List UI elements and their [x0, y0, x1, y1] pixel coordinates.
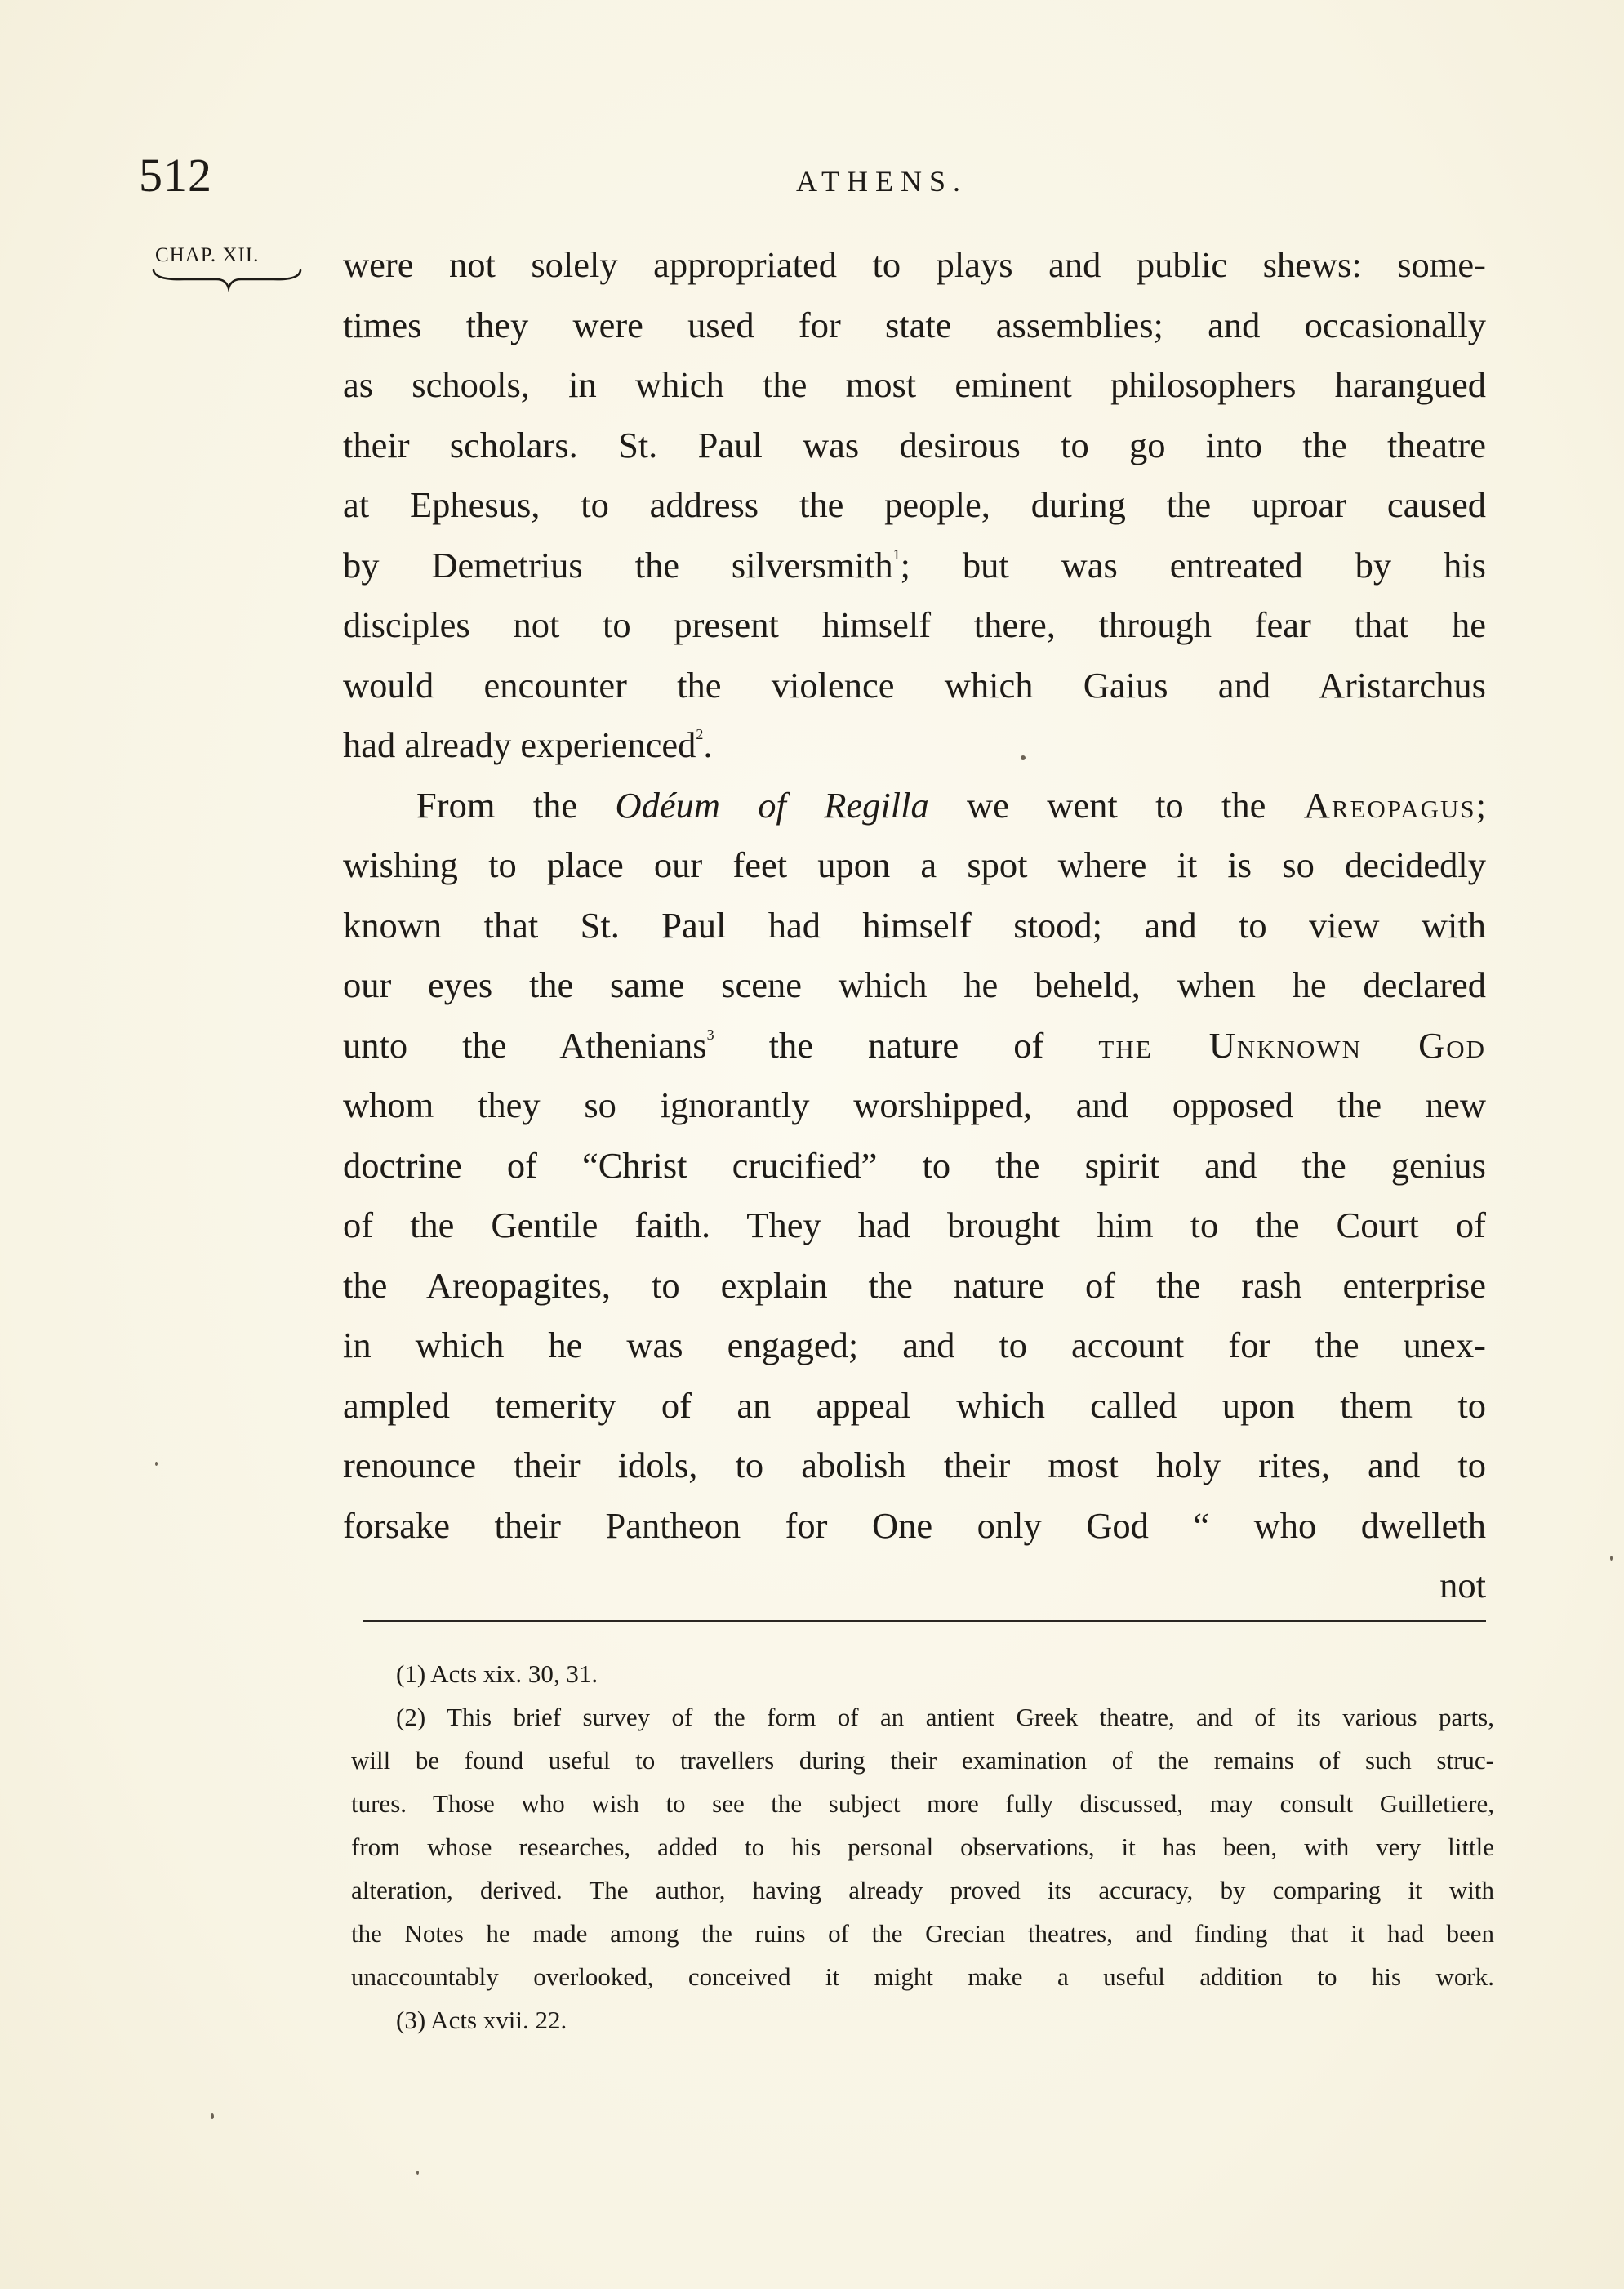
- body-line: forsake their Pantheon for One only God “ who dwelleth: [343, 1504, 1486, 1546]
- running-head: ATHENS.: [796, 165, 968, 198]
- line-text: From the: [416, 784, 616, 826]
- paragraph-start-line: [343, 776, 1486, 836]
- footnote-2-line: tures. Those who wish to see the subject more fully discussed, may consult Guilletiere,: [351, 1789, 1494, 1818]
- paper-speck: [416, 2171, 419, 2175]
- body-line: [343, 1016, 1486, 1076]
- footnote-ref: 3: [706, 1026, 714, 1043]
- body-line: their scholars. St. Paul was desirous to go into the theatre: [343, 424, 1486, 465]
- footnote-ref: 1: [892, 546, 901, 563]
- body-line: disciples not to present himself there, through fear that he: [343, 604, 1486, 645]
- footnote-2-line: the Notes he made among the ruins of the Grecian theatres, and finding that it had been: [351, 1919, 1494, 1948]
- line-text: the nature of: [714, 1024, 1099, 1066]
- body-line: whom they so ignorantly worshipped, and opposed the new: [343, 1084, 1486, 1125]
- chapter-marker: [151, 245, 306, 293]
- body-line: in which he was engaged; and to account for the unex-: [343, 1325, 1486, 1365]
- line-text: unto the Athenians: [343, 1024, 707, 1066]
- body-line: [343, 715, 1486, 776]
- line-text: .: [703, 724, 713, 765]
- body-line: as schools, in which the most eminent philosophers harangued: [343, 364, 1486, 405]
- smallcaps-place-name: Areopagus: [1303, 784, 1476, 826]
- body-line: of the Gentile faith. They had brought him to the Court of: [343, 1205, 1486, 1245]
- paper-speck: [1021, 755, 1026, 760]
- line-text: we went to the: [928, 784, 1304, 826]
- body-line: known that St. Paul had himself stood; and to view with: [343, 904, 1486, 946]
- body-line: doctrine of “Christ crucified” to the spirit and the genius: [343, 1144, 1486, 1186]
- chapter-label: CHAP. XII.: [155, 244, 260, 266]
- paper-speck: [155, 1462, 158, 1466]
- footnotes: [351, 1652, 1494, 2042]
- footnote-2-line: (2) This brief survey of the form of an antient Greek theatre, and of its various parts,: [396, 1703, 1494, 1731]
- footnote-rule: [363, 1620, 1486, 1622]
- body-text: [343, 235, 1486, 1616]
- footnote-1: (1) Acts xix. 30, 31.: [396, 1659, 598, 1688]
- body-line: ampled temerity of an appeal which called upon them to: [343, 1384, 1486, 1426]
- italic-place-name: Odéum of Regilla: [615, 784, 929, 826]
- footnote-2-line: unaccountably overlooked, conceived it might make a useful addition to his work.: [351, 1962, 1494, 1991]
- paper-speck: [1610, 1556, 1613, 1561]
- smallcaps-phrase: the Unknown God: [1098, 1024, 1486, 1066]
- paper-speck: [211, 2113, 214, 2119]
- chapter-brace: [151, 269, 302, 293]
- catchword: not: [1439, 1565, 1486, 1605]
- body-line: wishing to place our feet upon a spot where it is so decidedly: [343, 844, 1486, 885]
- footnote-2-line: will be found useful to travellers during their examination of the remains of such struc-: [351, 1746, 1494, 1775]
- line-text: ;: [1475, 784, 1486, 826]
- line-text: ; but was entreated by his: [900, 544, 1486, 586]
- footnote-2-line: from whose researches, added to his personal observations, it has been, with very little: [351, 1833, 1494, 1861]
- footnote-ref: 2: [696, 726, 704, 742]
- body-line: times they were used for state assemblies; and occasionally: [343, 304, 1486, 345]
- footnote-3: (3) Acts xvii. 22.: [396, 2006, 567, 2034]
- body-line: the Areopagites, to explain the nature of the rash enterprise: [343, 1264, 1486, 1306]
- footnote-2-line: alteration, derived. The author, having already proved its accuracy, by comparing it with: [351, 1876, 1494, 1904]
- body-line: our eyes the same scene which he beheld, when he declared: [343, 964, 1486, 1005]
- body-line: renounce their idols, to abolish their most holy rites, and to: [343, 1445, 1486, 1485]
- line-text: had already experienced: [343, 724, 696, 765]
- page-number: 512: [139, 149, 212, 202]
- body-line: were not solely appropriated to plays and public shews: some-: [343, 244, 1486, 285]
- line-text: by Demetrius the silversmith: [343, 544, 893, 586]
- body-line: [343, 536, 1486, 596]
- body-line: at Ephesus, to address the people, during the uproar caused: [343, 484, 1486, 525]
- body-line: would encounter the violence which Gaius and Aristarchus: [343, 664, 1486, 706]
